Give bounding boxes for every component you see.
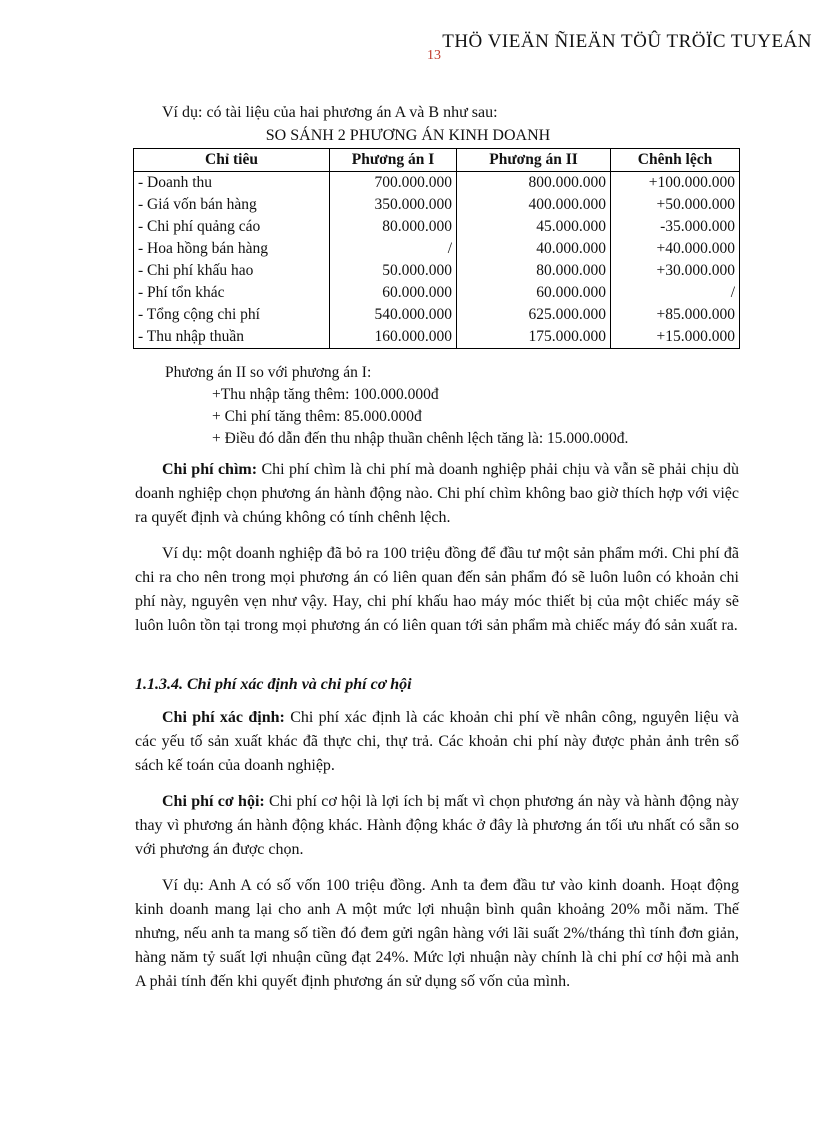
row-label: - Tổng cộng chi phí xyxy=(134,304,330,326)
cell-plan-2: 400.000.000 xyxy=(457,194,611,216)
opportunity-cost-definition: Chi phí cơ hội là lợi ích bị mất vì chọn phương án này và hành động này thay vì phương án hành động khác. Hành động khác ở đây là phương án tối ưu nhất có sẵn so với phương án được chọn. xyxy=(135,793,739,858)
column-header: Chỉ tiêu xyxy=(134,149,330,172)
cell-plan-1: 700.000.000 xyxy=(330,172,457,195)
fixed-cost-paragraph xyxy=(135,706,739,778)
site-header: THÖ VIEÄN ÑIEÄN TÖÛ TRÖÏC TUYEÁN xyxy=(442,31,812,52)
table-row xyxy=(134,260,740,282)
row-label: - Doanh thu xyxy=(134,172,330,195)
section-heading: 1.1.3.4. Chi phí xác định và chi phí cơ hội xyxy=(135,676,412,693)
row-label: - Hoa hồng bán hàng xyxy=(134,238,330,260)
table-row xyxy=(134,194,740,216)
opportunity-cost-term: Chi phí cơ hội: xyxy=(162,793,265,810)
sunk-cost-section xyxy=(135,458,739,650)
cost-definitions-section xyxy=(135,706,739,1006)
cell-difference: +15.000.000 xyxy=(611,326,740,349)
cell-plan-1: 160.000.000 xyxy=(330,326,457,349)
cell-plan-2: 175.000.000 xyxy=(457,326,611,349)
sunk-cost-example: Ví dụ: một doanh nghiệp đã bỏ ra 100 triệu đồng để đầu tư một sản phẩm mới. Chi phí đã chi ra cho nên trong mọi phương án có liên quan đến sản phẩm đó sẽ luôn luôn có khoản chi phí này, nguyên vẹn như vậy. Hay, chi phí khấu hao máy móc thiết bị của một chiếc máy sẽ luôn luôn tồn tại trong mọi phương án có liên quan tới sản phẩm mà chiếc máy đó sản xuất ra. xyxy=(135,545,739,634)
cell-difference: +30.000.000 xyxy=(611,260,740,282)
cell-plan-2: 45.000.000 xyxy=(457,216,611,238)
cell-difference: -35.000.000 xyxy=(611,216,740,238)
row-label: - Thu nhập thuần xyxy=(134,326,330,349)
table-row xyxy=(134,326,740,349)
column-header: Chênh lệch xyxy=(611,149,740,172)
comparison-table xyxy=(133,148,740,349)
cell-plan-1: 80.000.000 xyxy=(330,216,457,238)
cell-plan-2: 625.000.000 xyxy=(457,304,611,326)
cell-difference: +100.000.000 xyxy=(611,172,740,195)
table-row xyxy=(134,282,740,304)
cell-difference: / xyxy=(611,282,740,304)
opportunity-cost-paragraph xyxy=(135,790,739,862)
sunk-cost-paragraph xyxy=(135,458,739,530)
cell-plan-2: 40.000.000 xyxy=(457,238,611,260)
note-item: + Chi phí tăng thêm: 85.000.000đ xyxy=(212,408,422,425)
table-title: SO SÁNH 2 PHƯƠNG ÁN KINH DOANH xyxy=(265,127,551,144)
cell-difference: +50.000.000 xyxy=(611,194,740,216)
fixed-cost-definition: Chi phí xác định là các khoản chi phí về nhân công, nguyên liệu và các yếu tố sản xuất khác đã thực chi, thự trả. Các khoản chi phí này được phản ảnh trên sổ sách kế toán của doanh nghiệp. xyxy=(135,709,740,774)
row-label: - Giá vốn bán hàng xyxy=(134,194,330,216)
cell-difference: +40.000.000 xyxy=(611,238,740,260)
row-label: - Phí tổn khác xyxy=(134,282,330,304)
table-row xyxy=(134,304,740,326)
row-label: - Chi phí quảng cáo xyxy=(134,216,330,238)
comparison-notes xyxy=(165,362,628,450)
note-item: + Điều đó dẫn đến thu nhập thuần chênh lệch tăng là: 15.000.000đ. xyxy=(212,430,629,447)
page-number: 13 xyxy=(427,48,441,63)
note-item: +Thu nhập tăng thêm: 100.000.000đ xyxy=(212,386,439,403)
cell-plan-2: 80.000.000 xyxy=(457,260,611,282)
column-header: Phương án I xyxy=(330,149,457,172)
opportunity-cost-example: Ví dụ: Anh A có số vốn 100 triệu đồng. Anh ta đem đầu tư vào kinh doanh. Hoạt động kinh doanh mang lại cho anh A một mức lợi nhuận bình quân khoảng 20% mỗi năm. Thế nhưng, nếu anh ta mang số tiền đó đem gửi ngân hàng với lãi suất 2%/tháng thì tính đơn giản, hàng năm tỷ suất lợi nhuận cũng đạt 24%. Mức lợi nhuận này chính là chi phí cơ hội mà anh A phải tính đến khi quyết định phương án sử dụng số vốn của mình. xyxy=(135,877,739,990)
column-header: Phương án II xyxy=(457,149,611,172)
table-row xyxy=(134,238,740,260)
cell-plan-1: 60.000.000 xyxy=(330,282,457,304)
sunk-cost-definition: Chi phí chìm là chi phí mà doanh nghiệp phải chịu và vẫn sẽ phải chịu dù doanh nghiệp chọn phương án hành động nào. Chi phí chìm không bao giờ thích hợp với việc ra quyết định và chúng không có tính chênh lệch. xyxy=(135,461,739,526)
intro-text: Ví dụ: có tài liệu của hai phương án A và B như sau: xyxy=(162,104,498,121)
cell-difference: +85.000.000 xyxy=(611,304,740,326)
table-header-row xyxy=(134,149,740,172)
table-row xyxy=(134,216,740,238)
sunk-cost-term: Chi phí chìm: xyxy=(162,461,258,478)
notes-lead: Phương án II so với phương án I: xyxy=(165,364,372,381)
cell-plan-1: / xyxy=(330,238,457,260)
row-label: - Chi phí khấu hao xyxy=(134,260,330,282)
table-row xyxy=(134,172,740,195)
cell-plan-2: 60.000.000 xyxy=(457,282,611,304)
cell-plan-2: 800.000.000 xyxy=(457,172,611,195)
cell-plan-1: 350.000.000 xyxy=(330,194,457,216)
cell-plan-1: 50.000.000 xyxy=(330,260,457,282)
cell-plan-1: 540.000.000 xyxy=(330,304,457,326)
fixed-cost-term: Chi phí xác định: xyxy=(162,709,285,726)
